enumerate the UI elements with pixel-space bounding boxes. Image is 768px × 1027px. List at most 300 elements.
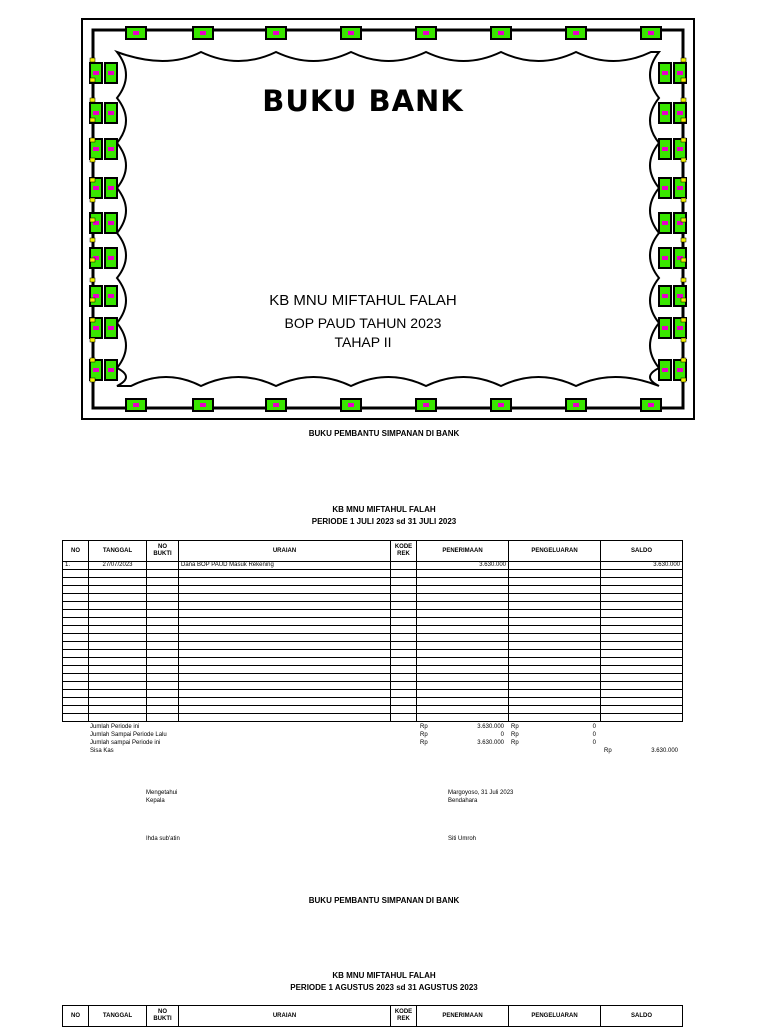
empty-cell	[89, 570, 147, 578]
ornament-dot	[681, 358, 686, 362]
empty-cell	[417, 650, 509, 658]
empty-cell	[147, 610, 179, 618]
cover-program: BOP PAUD TAHUN 2023	[284, 315, 442, 331]
summary-sampai-ini-label: Jumlah sampai Periode ini	[90, 740, 161, 746]
empty-cell	[147, 698, 179, 706]
rp-symbol: Rp	[511, 732, 519, 738]
ornament-magenta	[662, 221, 668, 225]
ornament-magenta	[200, 403, 206, 407]
empty-cell	[391, 618, 417, 626]
empty-cell	[63, 690, 89, 698]
table-row	[63, 682, 683, 690]
summary-sampai-ini-out: 0	[592, 740, 596, 746]
signature-left	[146, 789, 177, 805]
empty-cell	[391, 650, 417, 658]
rp-symbol: Rp	[511, 724, 519, 730]
empty-cell	[417, 626, 509, 634]
ornament-magenta	[677, 368, 683, 372]
ornament-magenta	[200, 31, 206, 35]
summary-lalu-in: 0	[500, 732, 504, 738]
empty-cell	[509, 666, 601, 674]
empty-cell	[417, 578, 509, 586]
sign-right-label1: Margoyoso, 31 Juli 2023	[448, 790, 514, 796]
empty-cell	[147, 658, 179, 666]
empty-cell	[63, 610, 89, 618]
ornament-magenta	[648, 403, 654, 407]
empty-cell	[63, 698, 89, 706]
summary-lalu-out: 0	[592, 732, 596, 738]
empty-cell	[147, 650, 179, 658]
ornament-magenta	[662, 71, 668, 75]
col-penerimaan: PENERIMAAN	[417, 541, 509, 562]
empty-cell	[147, 570, 179, 578]
table-row	[63, 698, 683, 706]
empty-cell	[63, 570, 89, 578]
summary-periode-ini-label: Jumlah Periode ini	[90, 724, 140, 730]
ornament-magenta	[93, 368, 99, 372]
empty-cell	[509, 658, 601, 666]
table-row	[63, 666, 683, 674]
ornament-magenta	[662, 294, 668, 298]
empty-cell	[417, 594, 509, 602]
empty-cell	[601, 618, 683, 626]
table-row	[63, 642, 683, 650]
empty-cell	[147, 706, 179, 714]
empty-cell	[179, 706, 391, 714]
empty-cell	[63, 642, 89, 650]
rp-symbol: Rp	[420, 740, 428, 746]
rp-symbol: Rp	[604, 748, 612, 754]
empty-cell	[63, 714, 89, 722]
table-header-row	[63, 541, 683, 562]
empty-cell	[509, 586, 601, 594]
table-row	[63, 594, 683, 602]
empty-cell	[509, 578, 601, 586]
summary-sisa	[604, 747, 678, 755]
empty-cell	[601, 634, 683, 642]
ornament-magenta	[662, 186, 668, 190]
empty-cell	[147, 578, 179, 586]
col-uraian: URAIAN	[179, 541, 391, 562]
ornament-magenta	[573, 31, 579, 35]
empty-cell	[601, 594, 683, 602]
ornament-magenta	[498, 403, 504, 407]
empty-cell	[89, 634, 147, 642]
ornament-dot	[90, 118, 95, 122]
empty-cell	[147, 642, 179, 650]
ornament-magenta	[498, 31, 504, 35]
summary-sisa-value: 3.630.000	[651, 748, 678, 754]
ornament-dot	[681, 318, 686, 322]
col-tanggal: TANGGAL	[89, 541, 147, 562]
empty-cell	[601, 690, 683, 698]
ornament-magenta	[677, 186, 683, 190]
empty-cell	[63, 578, 89, 586]
empty-cell	[89, 626, 147, 634]
ornament-dot	[681, 338, 686, 342]
ornament-dot	[681, 278, 686, 282]
empty-cell	[417, 666, 509, 674]
empty-cell	[509, 642, 601, 650]
cell-pengeluaran	[509, 562, 601, 570]
empty-cell	[391, 666, 417, 674]
empty-cell	[147, 714, 179, 722]
empty-cell	[179, 602, 391, 610]
table-row	[63, 570, 683, 578]
summary-periode-ini-out: 0	[592, 724, 596, 730]
ornament-dot	[90, 78, 95, 82]
ornament-magenta	[677, 71, 683, 75]
cover-stage: TAHAP II	[334, 334, 392, 350]
ornament-dot	[681, 238, 686, 242]
summary-periode-ini-in: 3.630.000	[477, 724, 504, 730]
cover-title: BUKU BANK	[262, 84, 464, 118]
empty-cell	[63, 658, 89, 666]
empty-cell	[417, 690, 509, 698]
empty-cell	[179, 626, 391, 634]
table-row	[63, 562, 683, 570]
empty-cell	[601, 626, 683, 634]
ornament-magenta	[108, 256, 114, 260]
empty-cell	[417, 618, 509, 626]
empty-cell	[179, 594, 391, 602]
empty-cell	[509, 626, 601, 634]
empty-cell	[63, 682, 89, 690]
col-kode-rek: KODE REK	[391, 1006, 417, 1027]
table-row	[63, 690, 683, 698]
empty-cell	[417, 602, 509, 610]
empty-cell	[147, 602, 179, 610]
table-row	[63, 650, 683, 658]
empty-cell	[391, 610, 417, 618]
col-pengeluaran: PENGELUARAN	[509, 541, 601, 562]
empty-cell	[179, 674, 391, 682]
ornament-dot	[90, 218, 95, 222]
empty-cell	[417, 714, 509, 722]
cell-bukti	[147, 562, 179, 570]
ornament-magenta	[423, 403, 429, 407]
signature-right	[448, 789, 513, 805]
empty-cell	[417, 586, 509, 594]
empty-cell	[509, 674, 601, 682]
summary-labels	[90, 723, 167, 755]
empty-cell	[391, 570, 417, 578]
ornament-magenta	[133, 403, 139, 407]
empty-cell	[391, 634, 417, 642]
cell-kode	[391, 562, 417, 570]
empty-cell	[147, 674, 179, 682]
empty-cell	[509, 570, 601, 578]
ornament-magenta	[677, 147, 683, 151]
empty-cell	[601, 586, 683, 594]
empty-cell	[89, 610, 147, 618]
empty-cell	[179, 682, 391, 690]
empty-cell	[89, 650, 147, 658]
ornament-dot	[681, 378, 686, 382]
col-no: NO	[63, 541, 89, 562]
sign-right-name: Siti Umroh	[448, 836, 477, 842]
empty-cell	[147, 594, 179, 602]
empty-cell	[509, 634, 601, 642]
ornament-magenta	[662, 368, 668, 372]
ornament-dot	[90, 278, 95, 282]
section1-period: PERIODE 1 JULI 2023 sd 31 JULI 2023	[311, 517, 457, 526]
empty-cell	[147, 690, 179, 698]
empty-cell	[147, 682, 179, 690]
ornament-magenta	[133, 31, 139, 35]
summary-sampai-ini-in: 3.630.000	[477, 740, 504, 746]
empty-cell	[63, 586, 89, 594]
ornament-dot	[681, 98, 686, 102]
cell-tanggal: 27/07/2023	[89, 562, 147, 570]
empty-cell	[601, 642, 683, 650]
empty-cell	[601, 714, 683, 722]
ornament-magenta	[348, 403, 354, 407]
ornament-dot	[90, 358, 95, 362]
ornament-magenta	[108, 368, 114, 372]
empty-cell	[509, 714, 601, 722]
empty-cell	[179, 634, 391, 642]
ornament-magenta	[348, 31, 354, 35]
cell-saldo: 3.630.000	[601, 562, 683, 570]
empty-cell	[89, 602, 147, 610]
table-header-row	[63, 1006, 683, 1027]
empty-cell	[89, 698, 147, 706]
empty-cell	[417, 634, 509, 642]
ornament-dot	[681, 198, 686, 202]
ornament-dot	[90, 178, 95, 182]
ornament-magenta	[662, 326, 668, 330]
col-no-bukti: NO BUKTI	[147, 541, 179, 562]
ornament-magenta	[93, 186, 99, 190]
ornament-dot	[681, 158, 686, 162]
ornament-dot	[681, 58, 686, 62]
empty-cell	[147, 586, 179, 594]
empty-cell	[601, 610, 683, 618]
empty-cell	[89, 578, 147, 586]
ornament-dot	[90, 258, 95, 262]
empty-cell	[63, 666, 89, 674]
table-row	[63, 626, 683, 634]
ornament-dot	[681, 78, 686, 82]
ornament-magenta	[648, 31, 654, 35]
ornament-dot	[90, 198, 95, 202]
empty-cell	[391, 690, 417, 698]
empty-cell	[509, 610, 601, 618]
ornament-magenta	[273, 31, 279, 35]
col-tanggal: TANGGAL	[89, 1006, 147, 1027]
ornament-dot	[90, 58, 95, 62]
table-row	[63, 658, 683, 666]
empty-cell	[179, 586, 391, 594]
empty-cell	[89, 706, 147, 714]
empty-cell	[601, 674, 683, 682]
rp-symbol: Rp	[420, 724, 428, 730]
col-no: NO	[63, 1006, 89, 1027]
empty-cell	[63, 650, 89, 658]
ornament-dot	[90, 138, 95, 142]
section1-org: KB MNU MIFTAHUL FALAH	[332, 505, 436, 514]
empty-cell	[89, 642, 147, 650]
empty-cell	[179, 578, 391, 586]
empty-cell	[89, 658, 147, 666]
rp-symbol: Rp	[420, 732, 428, 738]
empty-cell	[601, 706, 683, 714]
empty-cell	[89, 674, 147, 682]
empty-cell	[391, 674, 417, 682]
ornament-dot	[681, 298, 686, 302]
ornament-dot	[681, 138, 686, 142]
empty-cell	[601, 570, 683, 578]
empty-cell	[89, 690, 147, 698]
summary-values	[420, 723, 600, 747]
empty-cell	[509, 618, 601, 626]
ornament-magenta	[662, 111, 668, 115]
ornament-magenta	[573, 403, 579, 407]
empty-cell	[417, 570, 509, 578]
table-row	[63, 610, 683, 618]
empty-cell	[89, 666, 147, 674]
table-row	[63, 586, 683, 594]
empty-cell	[417, 642, 509, 650]
empty-cell	[63, 674, 89, 682]
empty-cell	[63, 618, 89, 626]
ornament-magenta	[108, 221, 114, 225]
ornament-dot	[90, 378, 95, 382]
ledger-table-july	[62, 540, 683, 722]
empty-cell	[601, 682, 683, 690]
table-row	[63, 618, 683, 626]
empty-cell	[63, 626, 89, 634]
table-row	[63, 714, 683, 722]
cell-no: 1.	[63, 562, 89, 570]
table-row	[63, 578, 683, 586]
section1-heading: BUKU PEMBANTU SIMPANAN DI BANK	[308, 429, 460, 438]
empty-cell	[417, 706, 509, 714]
empty-cell	[509, 690, 601, 698]
empty-cell	[179, 698, 391, 706]
ornament-magenta	[108, 71, 114, 75]
empty-cell	[179, 666, 391, 674]
section2-org: KB MNU MIFTAHUL FALAH	[332, 971, 436, 980]
ornament-magenta	[677, 294, 683, 298]
ornament-dot	[681, 178, 686, 182]
empty-cell	[391, 586, 417, 594]
cell-uraian: Dana BOP PAUD Masuk Rekening	[179, 562, 391, 570]
section2-heading: BUKU PEMBANTU SIMPANAN DI BANK	[308, 896, 460, 905]
decorative-border-frame	[81, 18, 695, 420]
empty-cell	[89, 594, 147, 602]
empty-cell	[391, 594, 417, 602]
empty-cell	[391, 626, 417, 634]
ornament-magenta	[662, 256, 668, 260]
col-saldo: SALDO	[601, 1006, 683, 1027]
sign-right-label2: Bendahara	[448, 798, 478, 804]
empty-cell	[509, 698, 601, 706]
rp-symbol: Rp	[511, 740, 519, 746]
ornament-magenta	[423, 31, 429, 35]
empty-cell	[417, 658, 509, 666]
ornament-magenta	[273, 403, 279, 407]
empty-cell	[417, 698, 509, 706]
table-row	[63, 674, 683, 682]
ornament-magenta	[108, 186, 114, 190]
ornament-magenta	[108, 147, 114, 151]
empty-cell	[147, 618, 179, 626]
empty-cell	[391, 698, 417, 706]
ornament-magenta	[93, 71, 99, 75]
col-no-bukti: NO BUKTI	[147, 1006, 179, 1027]
empty-cell	[89, 682, 147, 690]
ornament-dot	[90, 158, 95, 162]
cover-org-name: KB MNU MIFTAHUL FALAH	[269, 292, 457, 309]
empty-cell	[89, 586, 147, 594]
ornament-dot	[90, 238, 95, 242]
empty-cell	[63, 634, 89, 642]
empty-cell	[509, 650, 601, 658]
empty-cell	[417, 674, 509, 682]
summary-lalu-label: Jumlah Sampai Periode Lalu	[90, 732, 167, 738]
sign-left-name: Ihda sub'atin	[146, 836, 180, 842]
empty-cell	[509, 594, 601, 602]
ornament-dot	[681, 218, 686, 222]
empty-cell	[601, 658, 683, 666]
empty-cell	[391, 714, 417, 722]
empty-cell	[89, 714, 147, 722]
empty-cell	[601, 650, 683, 658]
ornament-magenta	[662, 147, 668, 151]
empty-cell	[179, 714, 391, 722]
empty-cell	[509, 706, 601, 714]
empty-cell	[89, 618, 147, 626]
empty-cell	[147, 626, 179, 634]
empty-cell	[509, 682, 601, 690]
empty-cell	[391, 642, 417, 650]
col-penerimaan: PENERIMAAN	[417, 1006, 509, 1027]
empty-cell	[417, 682, 509, 690]
cell-penerimaan: 3.630.000	[417, 562, 509, 570]
ornament-magenta	[93, 147, 99, 151]
empty-cell	[147, 666, 179, 674]
ornament-dot	[681, 258, 686, 262]
table-row	[63, 634, 683, 642]
empty-cell	[601, 602, 683, 610]
empty-cell	[63, 706, 89, 714]
table-row	[63, 706, 683, 714]
empty-cell	[417, 610, 509, 618]
empty-cell	[63, 594, 89, 602]
sign-left-label1: Mengetahui	[146, 790, 178, 796]
empty-cell	[179, 642, 391, 650]
empty-cell	[179, 650, 391, 658]
empty-cell	[147, 634, 179, 642]
empty-cell	[391, 578, 417, 586]
sign-left-label2: Kepala	[146, 798, 165, 804]
col-uraian: URAIAN	[179, 1006, 391, 1027]
table-row	[63, 602, 683, 610]
section2-period: PERIODE 1 AGUSTUS 2023 sd 31 AGUSTUS 2023	[290, 983, 478, 992]
empty-cell	[179, 618, 391, 626]
empty-cell	[601, 578, 683, 586]
empty-cell	[391, 682, 417, 690]
empty-cell	[601, 666, 683, 674]
empty-cell	[179, 570, 391, 578]
empty-cell	[509, 602, 601, 610]
ornament-magenta	[677, 111, 683, 115]
ornament-dot	[681, 118, 686, 122]
empty-cell	[391, 602, 417, 610]
ornament-magenta	[677, 326, 683, 330]
